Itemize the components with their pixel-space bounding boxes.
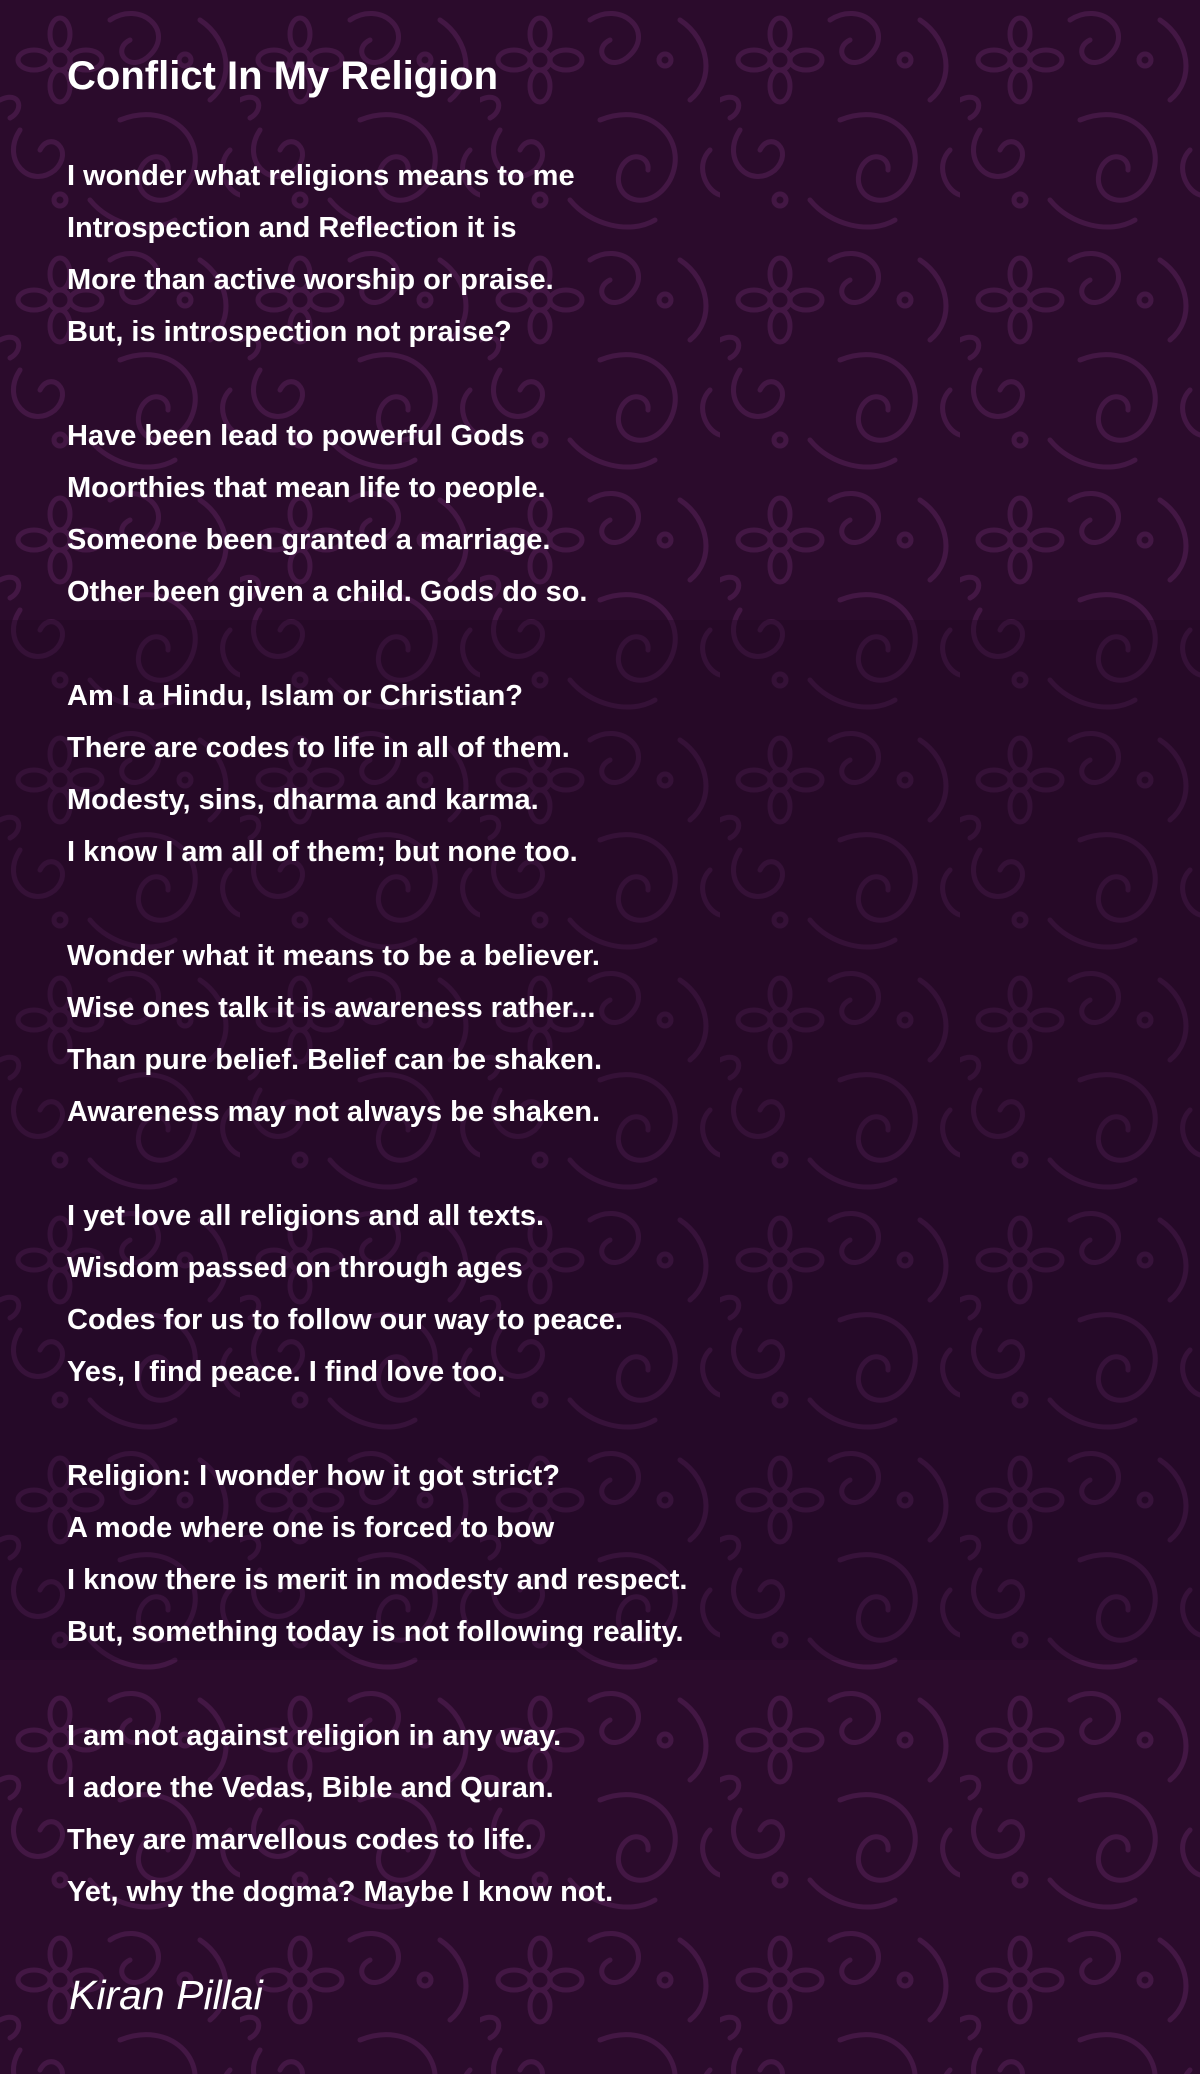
poem-stanza — [67, 930, 1147, 1138]
poem-line: Yes, I find peace. I find love too. — [67, 1356, 506, 1388]
poem-stanza — [67, 1450, 1147, 1658]
poem-line: Religion: I wonder how it got strict? — [67, 1460, 560, 1492]
poem-line: Wisdom passed on through ages — [67, 1252, 523, 1284]
poem-line: Awareness may not always be shaken. — [67, 1096, 601, 1128]
poem-line: Wise ones talk it is awareness rather... — [67, 992, 596, 1024]
poem-stanza — [67, 670, 1147, 878]
poem-line: More than active worship or praise. — [67, 264, 554, 296]
poem-line: But, something today is not following reality. — [67, 1616, 684, 1648]
poem-line: I know there is merit in modesty and respect. — [67, 1564, 688, 1596]
poem-line: Other been given a child. Gods do so. — [67, 576, 588, 608]
poem-line: I am not against religion in any way. — [67, 1720, 562, 1752]
poem-body — [67, 150, 1147, 1970]
poem-stanza — [67, 1710, 1147, 1918]
poem-stanza — [67, 150, 1147, 358]
poem-line: Wonder what it means to be a believer. — [67, 940, 600, 972]
poem-line: Am I a Hindu, Islam or Christian? — [67, 680, 524, 712]
poem-author: Kiran Pillai — [69, 1972, 263, 2018]
poem-line: I know I am all of them; but none too. — [67, 836, 578, 868]
poem-line: I yet love all religions and all texts. — [67, 1200, 545, 1232]
poem-line: They are marvellous codes to life. — [67, 1824, 533, 1856]
poem-line: A mode where one is forced to bow — [67, 1512, 555, 1544]
poem-line: Someone been granted a marriage. — [67, 524, 551, 556]
poem-stanza — [67, 410, 1147, 618]
poem-line: Modesty, sins, dharma and karma. — [67, 784, 539, 816]
poem-line: Introspection and Reflection it is — [67, 212, 517, 244]
poem-title: Conflict In My Religion — [67, 54, 499, 98]
poem-line: Codes for us to follow our way to peace. — [67, 1304, 623, 1336]
poem-line: There are codes to life in all of them. — [67, 732, 570, 764]
poem-line: Than pure belief. Belief can be shaken. — [67, 1044, 603, 1076]
poem-line: Moorthies that mean life to people. — [67, 472, 546, 504]
poem-line: I adore the Vedas, Bible and Quran. — [67, 1772, 554, 1804]
poem-line: Have been lead to powerful Gods — [67, 420, 525, 452]
poem-line: I wonder what religions means to me — [67, 160, 575, 192]
poem-line: Yet, why the dogma? Maybe I know not. — [67, 1876, 614, 1908]
poem-line: But, is introspection not praise? — [67, 316, 512, 348]
poem-stanza — [67, 1190, 1147, 1398]
